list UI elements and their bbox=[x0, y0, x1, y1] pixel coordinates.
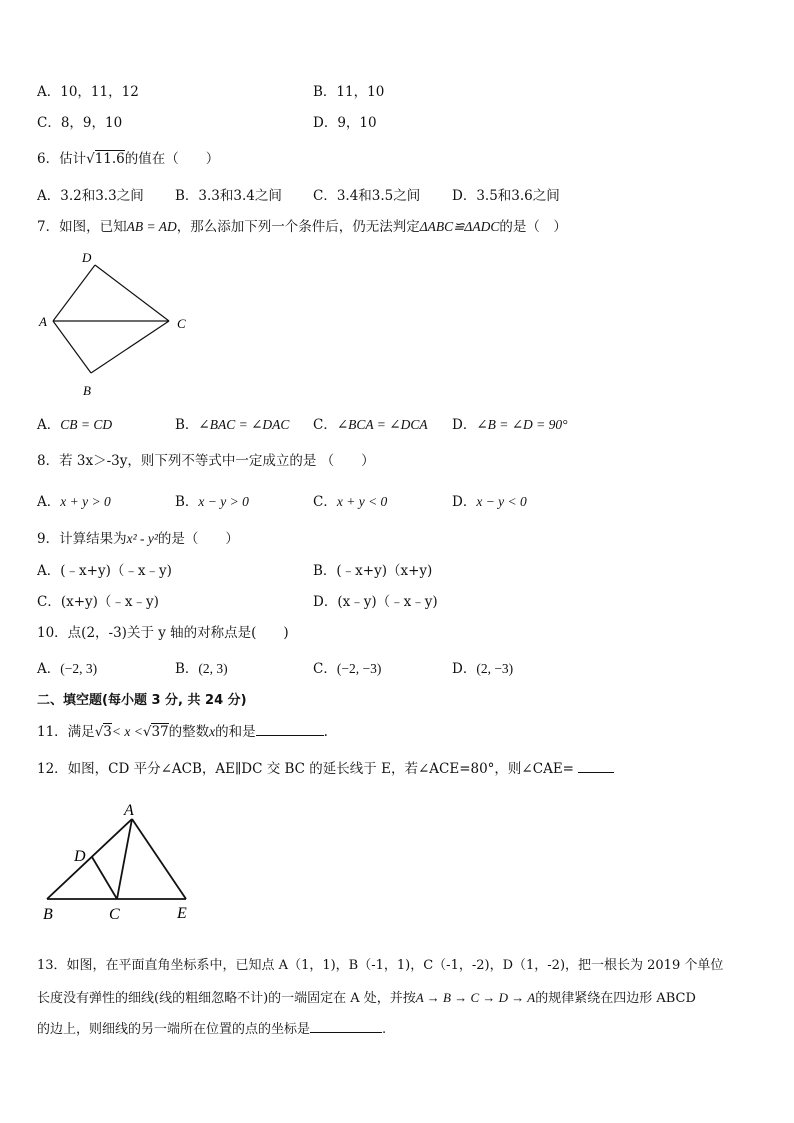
q7-label-a: A bbox=[39, 314, 47, 329]
q8-option-c-label: C． bbox=[313, 494, 337, 510]
q10-stem: 10．点(2，-3)关于 y 轴的对称点是( ) bbox=[37, 625, 289, 641]
q5-option-a: A．10，11，12 bbox=[37, 84, 139, 100]
q7-label-d: D bbox=[82, 250, 92, 265]
q7-stem-suffix: 的是（ ） bbox=[499, 219, 567, 235]
q9-stem-prefix: 9．计算结果为 bbox=[37, 531, 127, 547]
q11-stem-suffix: 的和是 bbox=[215, 724, 256, 740]
q7-stem-mid: ，那么添加下列一个条件后，仍无法判定 bbox=[176, 219, 420, 235]
q7-condition: AB = AD bbox=[126, 219, 177, 234]
q13-line-1: 13．如图，在平面直角坐标系中，已知点 A（1，1)，B（-1，1)，C（-1，-2)，D（1，-2)，把一根长为 2019 个单位 bbox=[37, 958, 724, 973]
q11-end: . bbox=[323, 724, 328, 740]
q10-option-b-text: (2, 3) bbox=[198, 661, 228, 676]
q7-option-d-text: ∠B = ∠D = 90° bbox=[476, 417, 568, 432]
q7-stem bbox=[37, 218, 567, 236]
q6-stem-prefix: 6．估计 bbox=[37, 151, 87, 167]
q9-option-b: B．(﹣x+y)（x+y) bbox=[313, 563, 433, 579]
q8-option-b-label: B． bbox=[175, 494, 199, 510]
q10-option-d bbox=[452, 660, 513, 678]
q8-option-c bbox=[313, 493, 387, 511]
sqrt-icon: √ bbox=[142, 724, 152, 740]
q8-option-a-label: A． bbox=[37, 494, 61, 510]
q12-label-a: A bbox=[124, 802, 134, 819]
q11-stem bbox=[37, 723, 328, 741]
q5-option-c: C．8，9，10 bbox=[37, 115, 123, 131]
q13-line-2-suffix: 的规律紧绕在四边形 ABCD bbox=[535, 991, 696, 1006]
q9-option-a: A．(﹣x+y)（﹣x﹣y) bbox=[37, 563, 172, 579]
q13-line-3 bbox=[37, 1020, 386, 1039]
q6-option-a: A．3.2和3.3之间 bbox=[37, 188, 144, 204]
q13-line-3-prefix: 的边上，则细线的另一端所在位置的点的坐标是 bbox=[37, 1022, 311, 1037]
sqrt-icon: √ bbox=[94, 724, 104, 740]
q7-figure bbox=[36, 248, 196, 400]
q7-option-c-label: C． bbox=[313, 417, 337, 433]
q12-figure bbox=[40, 798, 200, 926]
q7-label-b: B bbox=[83, 383, 91, 398]
q11-variable: x bbox=[209, 724, 216, 739]
q7-option-a-text: CB = CD bbox=[60, 417, 113, 432]
q7-option-b-text: ∠BAC = ∠DAC bbox=[198, 417, 290, 432]
q11-inequality: < x < bbox=[111, 724, 143, 739]
q8-option-b-text: x − y > 0 bbox=[198, 494, 249, 509]
q8-option-c-text: x + y < 0 bbox=[336, 494, 388, 509]
q7-option-b bbox=[175, 416, 289, 434]
q7-option-a bbox=[37, 416, 112, 434]
q11-stem-mid: 的整数 bbox=[168, 724, 210, 740]
q8-option-a bbox=[37, 493, 111, 511]
q8-option-a-text: x + y > 0 bbox=[60, 494, 111, 509]
q7-label-c: C bbox=[177, 316, 186, 331]
q10-option-c-label: C． bbox=[313, 661, 337, 677]
q9-option-d: D．(x﹣y)（﹣x﹣y) bbox=[313, 594, 438, 610]
q8-option-d bbox=[452, 493, 527, 511]
q6-option-b: B．3.3和3.4之间 bbox=[175, 188, 282, 204]
q10-option-c-text: (−2, −3) bbox=[336, 661, 382, 676]
q7-option-d bbox=[452, 416, 568, 434]
q9-stem-suffix: 的是（ ） bbox=[157, 531, 239, 547]
q5-option-b: B．11，10 bbox=[313, 84, 385, 100]
q10-option-a bbox=[37, 660, 97, 678]
q12-label-c: C bbox=[109, 906, 120, 923]
q7-option-d-label: D． bbox=[452, 417, 477, 433]
q7-stem-prefix: 7．如图，已知 bbox=[37, 219, 127, 235]
section-heading: 二、填空题(每小题 3 分, 共 24 分) bbox=[37, 693, 247, 708]
q11-radicand-1: 3 bbox=[103, 724, 112, 740]
q7-option-c-text: ∠BCA = ∠DCA bbox=[336, 417, 428, 432]
q12-label-b: B bbox=[43, 906, 53, 923]
q12-label-e: E bbox=[177, 905, 187, 922]
q6-option-d: D．3.5和3.6之间 bbox=[452, 188, 560, 204]
q8-option-d-label: D． bbox=[452, 494, 477, 510]
q11-radicand-2: 37 bbox=[151, 724, 169, 740]
q7-option-b-label: B． bbox=[175, 417, 199, 433]
q13-line-2-prefix: 长度没有弹性的细线(线的粗细忽略不计)的一端固定在 A 处，并按 bbox=[37, 991, 416, 1006]
q12-stem bbox=[37, 760, 614, 778]
q8-option-d-text: x − y < 0 bbox=[476, 494, 527, 509]
q10-option-d-text: (2, −3) bbox=[476, 661, 514, 676]
q9-stem bbox=[37, 530, 239, 548]
q9-option-c: C．(x+y)（﹣x﹣y) bbox=[37, 594, 159, 610]
q13-path: A → B → C → D → A bbox=[415, 990, 536, 1005]
q8-stem: 8．若 3x＞-3y，则下列不等式中一定成立的是 （ ） bbox=[37, 453, 375, 469]
q9-expression: x² - y² bbox=[126, 531, 158, 546]
q6-radicand: 11.6 bbox=[94, 151, 125, 167]
q12-label-d: D bbox=[74, 848, 86, 865]
q11-stem-prefix: 11．满足 bbox=[37, 724, 95, 740]
q11-answer-blank[interactable] bbox=[256, 723, 324, 736]
q7-option-a-label: A． bbox=[37, 417, 61, 433]
q10-option-b-label: B． bbox=[175, 661, 199, 677]
q10-option-d-label: D． bbox=[452, 661, 477, 677]
q10-option-c bbox=[313, 660, 381, 678]
q6-stem-suffix: 的值在（ ） bbox=[124, 151, 220, 167]
q13-answer-blank[interactable] bbox=[310, 1020, 382, 1033]
q7-congruence: ΔABC≌ΔADC bbox=[419, 219, 500, 234]
q6-stem bbox=[37, 150, 219, 168]
q7-option-c bbox=[313, 416, 428, 434]
sqrt-icon: √ bbox=[86, 151, 95, 167]
q13-end: . bbox=[382, 1022, 387, 1037]
q12-stem-text: 12．如图，CD 平分∠ACB，AE∥DC 交 BC 的延长线于 E，若∠ACE=80°，则∠CAE= bbox=[37, 761, 574, 777]
q10-option-a-label: A． bbox=[37, 661, 61, 677]
q5-option-d: D．9，10 bbox=[313, 115, 377, 131]
q12-answer-blank[interactable] bbox=[578, 760, 614, 773]
q10-option-b bbox=[175, 660, 228, 678]
q8-option-b bbox=[175, 493, 249, 511]
q13-line-2 bbox=[37, 989, 696, 1008]
q10-option-a-text: (−2, 3) bbox=[60, 661, 98, 676]
q6-option-c: C．3.4和3.5之间 bbox=[313, 188, 421, 204]
